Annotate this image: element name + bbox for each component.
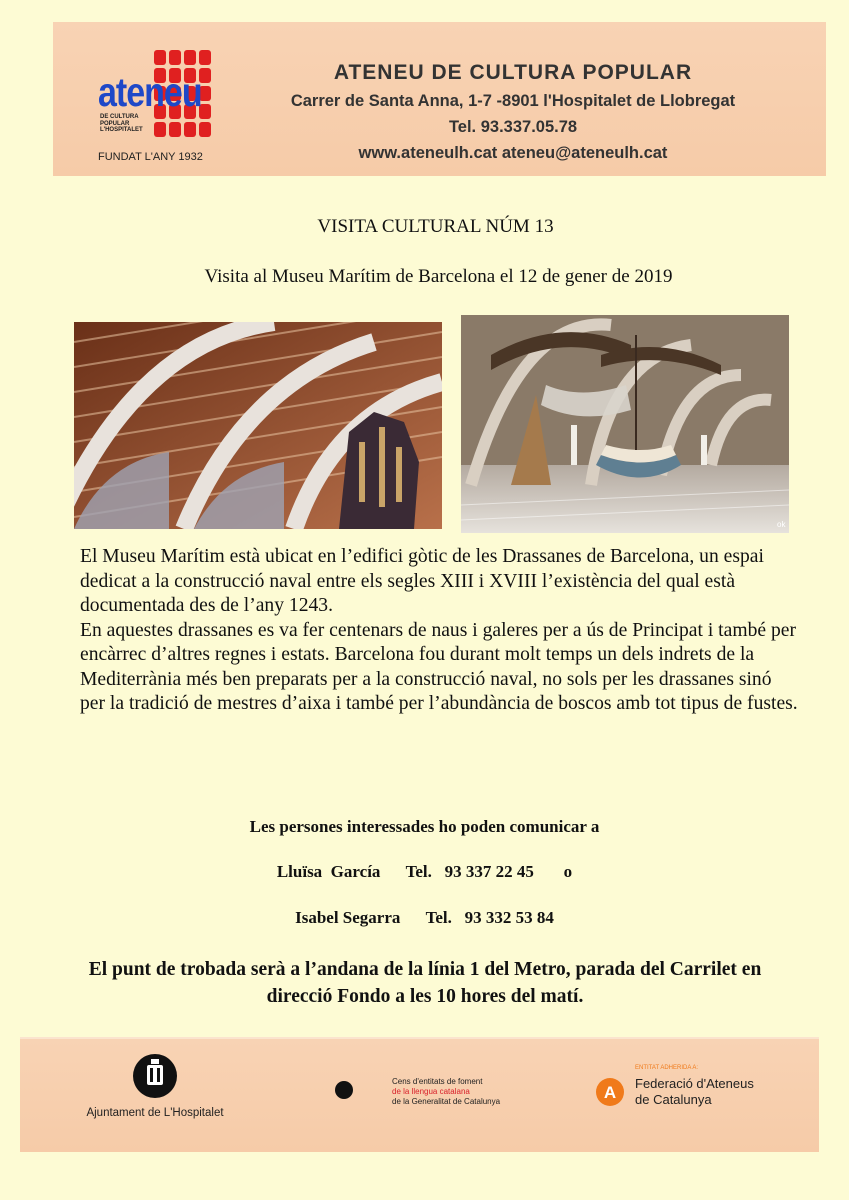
header-info <box>223 58 803 166</box>
photo-credit: ok <box>777 520 786 529</box>
body-paragraph: En aquestes drassanes es va fer centenars de naus i galeres per a ús de Principat i també per encàrrec d’altres regnes i estats. Barcelona fou durant molt temps un dels indrets de la Mediterrània més ben preparats per a la construcció naval, no sols per les drassanes sinó per la tradició de mestres d’aixa i també per l’abundància de boscos amb tot tipus de fustes. <box>80 619 798 714</box>
federacio-line-2: de Catalunya <box>635 1092 712 1107</box>
hospitalet-seal-icon <box>132 1053 178 1099</box>
cens-entitats-logo <box>330 1061 560 1121</box>
visit-title: Visita al Museu Marítim de Barcelona el 12 de gener de 2019 <box>204 266 673 287</box>
contact-intro: Les persones interessades ho poden comunicar a <box>249 817 600 836</box>
ajuntament-logo <box>70 1053 240 1119</box>
federacio-line-1: Federació d'Ateneus <box>635 1076 754 1091</box>
ateneu-logo <box>98 50 218 165</box>
logo-founded: FUNDAT L'ANY 1932 <box>98 151 203 163</box>
org-phone: Tel. 93.337.05.78 <box>448 118 578 136</box>
org-web-email[interactable]: www.ateneulh.cat ateneu@ateneulh.cat <box>358 144 668 162</box>
federacio-ateneus-logo <box>595 1065 795 1125</box>
org-name: ATENEU DE CULTURA POPULAR <box>333 61 693 84</box>
org-address: Carrer de Santa Anna, 1-7 -8901 l'Hospitalet de Llobregat <box>290 92 736 110</box>
contact-person-2: Isabel Segarra Tel. 93 332 53 84 <box>295 908 554 927</box>
cens-line-1: Cens d'entitats de foment <box>392 1077 483 1086</box>
cens-logo-icon <box>330 1061 386 1119</box>
ajuntament-label: Ajuntament de L'Hospitalet <box>86 1107 224 1119</box>
footer-sponsors <box>20 1037 819 1152</box>
museum-photo-galley <box>74 322 442 529</box>
visit-number: VISITA CULTURAL NÚM 13 <box>317 216 554 237</box>
body-text <box>80 545 800 717</box>
svg-text:A: A <box>603 1083 617 1102</box>
cens-line-2: de la llengua catalana <box>392 1087 470 1096</box>
logo-subtitle: DE CULTURA POPULAR L'HOSPITALET <box>100 114 143 133</box>
logo-wordmark: ateneu <box>98 70 202 116</box>
federacio-small-label: ENTITAT ADHERIDA A: <box>635 1065 699 1071</box>
body-paragraph: El Museu Marítim està ubicat en l’edifici gòtic de les Drassanes de Barcelona, un espai dedicat a la construcció naval entre els segles XIII i XVIII l’existència del qual està documentada des de l’any 1243. <box>80 546 764 616</box>
museum-photo-hall <box>461 315 789 533</box>
header-banner <box>53 22 826 176</box>
contact-person-1: Lluïsa García Tel. 93 337 22 45 o <box>276 862 573 881</box>
cens-line-3: de la Generalitat de Catalunya <box>392 1097 501 1106</box>
meeting-point: El punt de trobada serà a l’andana de la línia 1 del Metro, parada del Carrilet en direcció Fondo a les 10 hores del matí. <box>88 959 762 1007</box>
federacio-a-icon <box>595 1077 625 1107</box>
